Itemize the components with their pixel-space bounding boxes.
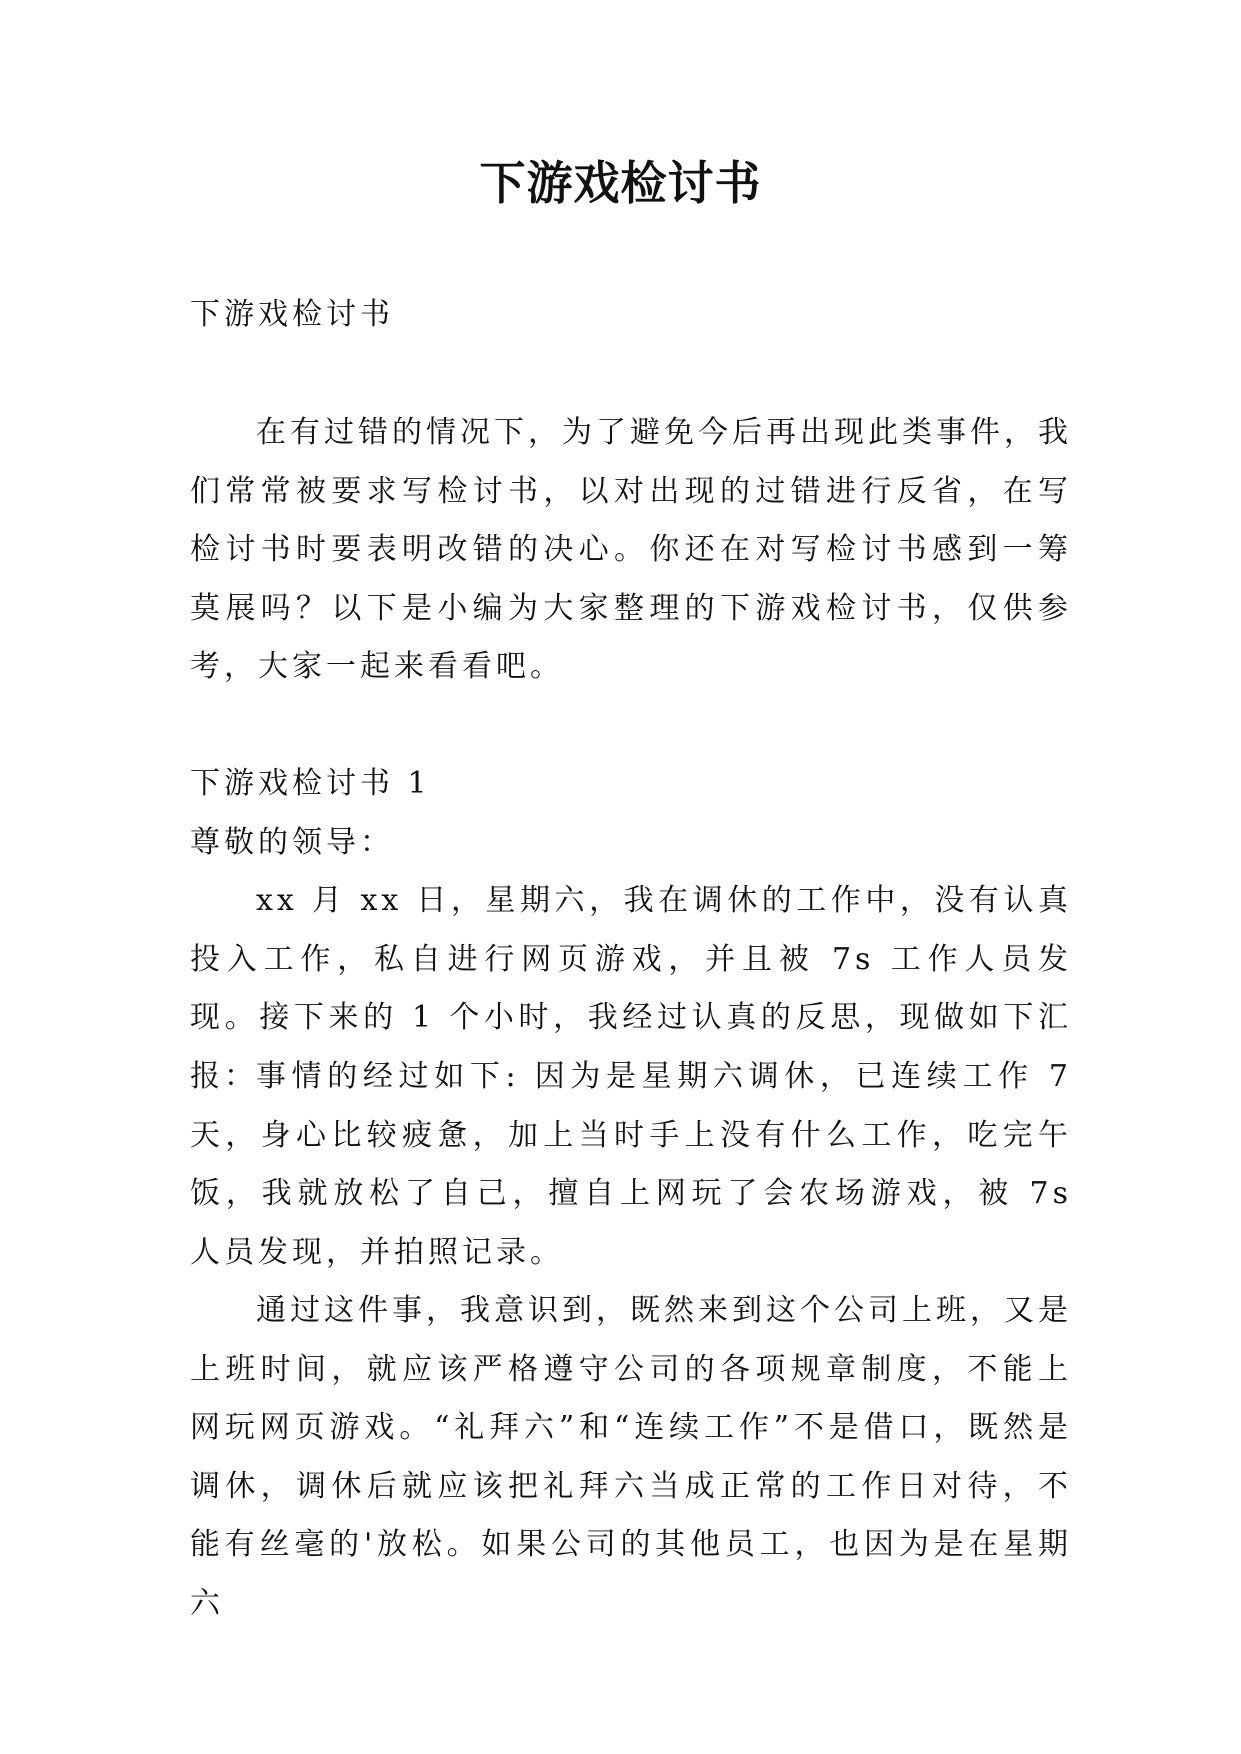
section-heading: 下游戏检讨书 1 bbox=[190, 766, 431, 801]
intro-paragraph: 在有过错的情况下，为了避免今后再出现此类事件，我们常常被要求写检讨书，以对出现的过错进行反省，在写检讨书时要表明改错的决心。你还在对写检讨书感到一筹莫展吗？以下是小编为大家整理的下游戏检讨书，仅供参考，大家一起来看看吧。 bbox=[190, 415, 1072, 685]
body-paragraph: 通过这件事，我意识到，既然来到这个公司上班，又是上班时间，就应该严格遵守公司的各项规章制度，不能上网玩网页游戏。“礼拜六”和“连续工作”不是借口，既然是调休，调休后就应该把礼拜六当成正常的工作日对待，不能有丝毫的'放松。如果公司的其他员工，也因为是在星期六 bbox=[190, 1293, 1072, 1621]
body-paragraph: xx 月 xx 日，星期六，我在调休的工作中，没有认真投入工作，私自进行网页游戏，并且被 7s 工作人员发现。接下来的 1 个小时，我经过认真的反思，现做如下汇报： bbox=[190, 883, 1072, 1094]
salutation: 尊敬的领导： bbox=[190, 825, 394, 860]
body-paragraph: 事情的经过如下: 因为是星期六调休，已连续工作 7 天，身心比较疲惫，加上当时手上没有什么工作，吃完午饭，我就放松了自己，擅自上网玩了会农场游戏，被 7s 人员发现，并拍照记录。 bbox=[190, 1059, 1072, 1270]
document-subtitle: 下游戏检讨书 bbox=[190, 297, 394, 332]
document-title: 下游戏检讨书 bbox=[479, 156, 762, 210]
